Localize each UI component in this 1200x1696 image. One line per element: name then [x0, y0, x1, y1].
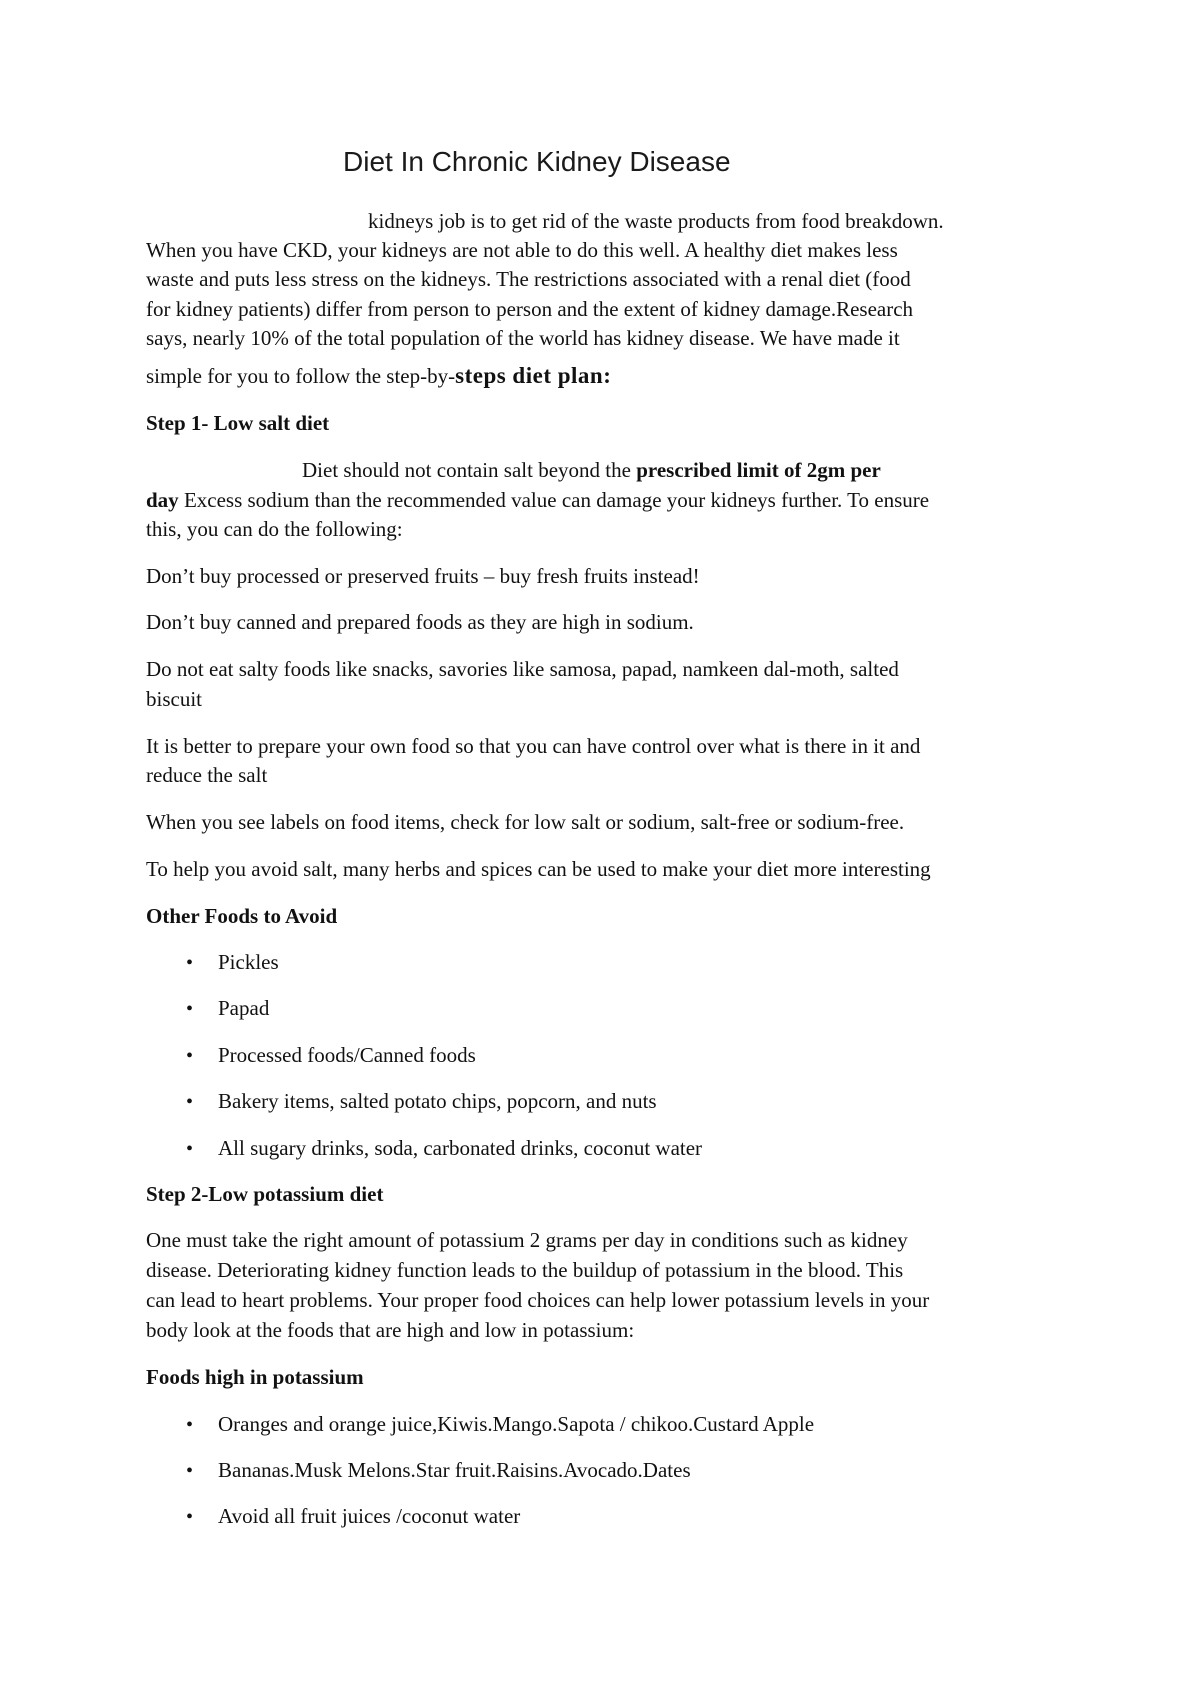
- list-item: • Bananas.Musk Melons.Star fruit.Raisins.Avocado.Dates: [186, 1458, 691, 1482]
- list-item: • Processed foods/Canned foods: [186, 1043, 476, 1067]
- salt-tip: Don’t buy canned and prepared foods as they are high in sodium.: [146, 610, 694, 634]
- step1-emphasis: prescribed limit of 2gm per: [636, 458, 881, 482]
- salt-tip: To help you avoid salt, many herbs and spices can be used to make your diet more interesting: [146, 857, 931, 881]
- step1-line: [302, 460, 881, 481]
- step1-text: Diet should not contain salt beyond the: [302, 458, 637, 482]
- salt-tip: When you see labels on food items, check for low salt or sodium, salt-free or sodium-free.: [146, 810, 905, 834]
- other-foods-heading: Other Foods to Avoid: [146, 904, 338, 928]
- intro-line: When you have CKD, your kidneys are not able to do this well. A healthy diet makes less: [146, 238, 898, 262]
- list-item: • Pickles: [186, 950, 279, 974]
- list-item: • All sugary drinks, soda, carbonated drinks, coconut water: [186, 1136, 703, 1160]
- salt-tip: biscuit: [146, 687, 202, 711]
- list-item: • Bakery items, salted potato chips, popcorn, and nuts: [186, 1089, 657, 1113]
- list-item: • Avoid all fruit juices /coconut water: [186, 1504, 521, 1528]
- intro-line: waste and puts less stress on the kidneys. The restrictions associated with a renal diet (food: [146, 267, 911, 291]
- bullet-icon: •: [186, 1460, 194, 1482]
- salt-tip: Don’t buy processed or preserved fruits – buy fresh fruits instead!: [146, 564, 700, 588]
- list-item: • Oranges and orange juice,Kiwis.Mango.Sapota / chikoo.Custard Apple: [186, 1412, 815, 1436]
- bullet-icon: •: [186, 1506, 194, 1528]
- salt-tip: It is better to prepare your own food so that you can have control over what is there in it and: [146, 734, 921, 758]
- step2-line: can lead to heart problems. Your proper food choices can help lower potassium levels in your: [146, 1288, 930, 1312]
- step1-emphasis: day: [146, 488, 179, 512]
- intro-line: says, nearly 10% of the total population of the world has kidney disease. We have made it: [146, 326, 900, 350]
- step1-text: Excess sodium than the recommended value can damage your kidneys further. To ensure: [178, 488, 930, 512]
- step2-heading: Step 2-Low potassium diet: [146, 1182, 384, 1206]
- step2-line: disease. Deteriorating kidney function leads to the buildup of potassium in the blood. This: [146, 1258, 904, 1282]
- bullet-icon: •: [186, 1138, 194, 1160]
- salt-tip: Do not eat salty foods like snacks, savories like samosa, papad, namkeen dal-moth, salted: [146, 657, 899, 681]
- bullet-icon: •: [186, 1045, 194, 1067]
- list-item: • Papad: [186, 996, 270, 1020]
- intro-line: for kidney patients) differ from person to person and the extent of kidney damage.Research: [146, 297, 914, 321]
- high-potassium-heading: Foods high in potassium: [146, 1365, 364, 1389]
- step1-line: [146, 490, 929, 511]
- bullet-icon: •: [186, 1091, 194, 1113]
- bullet-icon: •: [186, 1414, 194, 1436]
- intro-line-last: [146, 364, 611, 387]
- step2-line: body look at the foods that are high and low in potassium:: [146, 1318, 635, 1342]
- intro-line: kidneys job is to get rid of the waste products from food breakdown.: [368, 209, 944, 233]
- intro-last-text: simple for you to follow the step-by-: [146, 364, 456, 388]
- intro-last-emphasis: steps diet plan:: [455, 363, 612, 388]
- bullet-icon: •: [186, 952, 194, 974]
- step2-line: One must take the right amount of potassium 2 grams per day in conditions such as kidney: [146, 1228, 908, 1252]
- salt-tip: reduce the salt: [146, 763, 268, 787]
- bullet-icon: •: [186, 998, 194, 1020]
- step1-heading: Step 1- Low salt diet: [146, 411, 330, 435]
- document-title: Diet In Chronic Kidney Disease: [343, 146, 731, 177]
- step1-line: this, you can do the following:: [146, 517, 403, 541]
